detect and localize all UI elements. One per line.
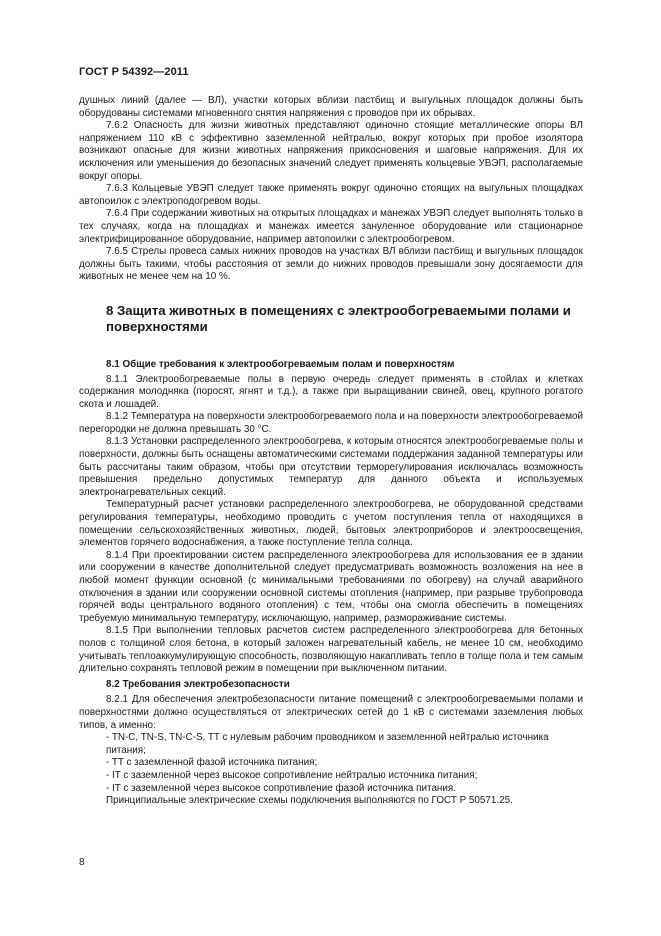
paragraph-8-2-1-end: Принципиальные электрические схемы подключения выполняются по ГОСТ Р 50571.25. bbox=[106, 795, 513, 807]
page-number: 8 bbox=[79, 857, 85, 868]
paragraph-7-6-2: 7.6.2 Опасность для жизни животных представляют одиночно стоящие металлические опоры ВЛ напряжением 110 кВ с эффективно заземленной нейтралью, вокруг которых при пробое изолятора возникают опасные для жизни животных напряжения прикосновения и шаговые напряжения. Для их исключения или уменьшения до безопасных значений следует применять кольцевые УВЭП, располагаемые вокруг опоры. bbox=[79, 120, 583, 182]
section-8-heading: 8 Защита животных в помещениях с электрообогреваемыми полами и поверхностями bbox=[106, 302, 571, 334]
list-item: - IT с заземленной через высокое сопротивление фазой источника питания. bbox=[106, 782, 456, 794]
paragraph: душных линий (далее — ВЛ), участки которых вблизи пастбищ и выгульных площадок должны быть оборудованы системами мгновенного снятия напряжения с проводов при их обрывах. bbox=[79, 95, 583, 119]
paragraph-8-1-5: 8.1.5 При выполнении тепловых расчетов систем распределенного электрообогрева для бетонных полов с толщиной слоя бетона, в который заложен нагревательный кабель, не менее 10 см, необходимо учитывать теплоаккумулирующую способность, позволяющую накапливать тепло в толще пола и тем самым длительно сохранять тепловой режим в помещении при выключенном питании. bbox=[79, 625, 583, 675]
list-item: - TT с заземленной фазой источника питания; bbox=[106, 757, 318, 769]
paragraph-7-6-5: 7.6.5 Стрелы провеса самых нижних проводов на участках ВЛ вблизи пастбищ и выгульных площадок должны быть такими, чтобы расстояния от земли до нижних проводов превышали зону досягаемости для животных не менее чем на 10 %. bbox=[79, 246, 583, 283]
list-item: - IT с заземленной через высокое сопротивление нейтралью источника питания; bbox=[106, 769, 478, 781]
paragraph-7-6-4: 7.6.4 При содержании животных на открытых площадках и манежах УВЭП следует выполнять только в тех случаях, когда на площадках и манежах имеется зануленное оборудование или стационарное электрифицированное оборудование, например автопоилки с электрообогревом. bbox=[79, 208, 583, 245]
standard-header: ГОСТ Р 54392—2011 bbox=[79, 66, 189, 78]
document-body bbox=[79, 95, 583, 808]
paragraph-8-1-2: 8.1.2 Температура на поверхности электрообогреваемого пола и на поверхности электрообогреваемой перегородки не должна превышать 30 °С. bbox=[79, 411, 583, 435]
subsection-8-2-heading: 8.2 Требования электробезопасности bbox=[106, 678, 290, 690]
paragraph-7-6-3: 7.6.3 Кольцевые УВЭП следует также применять вокруг одиночно стоящих на выгульных площадках автопоилок с электроподогревом воды. bbox=[79, 183, 583, 207]
list-item: - TN-C, TN-S, TN-C-S, TT с нулевым рабочим проводником и заземленной нейтралью источника питания; bbox=[106, 732, 549, 756]
paragraph-8-1-4: 8.1.4 При проектировании систем распределенного электрообогрева для использования ее в здании или сооружении в качестве дополнительной следует предусматривать возможность возложения на нее в любой момент функции основной (с минимальными требованиями по обогреву) на случай аварийного отключения в здании или сооружении основной системы отопления (например, при разрыве трубопровода горячей воды центрального водяного отопления) с тем, чтобы она смогла обеспечить в помещениях требуемую минимальную температуру, исключающую, например, размораживание системы. bbox=[79, 549, 583, 624]
paragraph-8-2-1: 8.2.1 Для обеспечения электробезопасности питание помещений с электрообогреваемыми полами и поверхностями должно осуществляться от электрических сетей до 1 кВ с системами заземления любых типов, а именно: bbox=[79, 694, 583, 731]
subsection-8-1-heading: 8.1 Общие требования к электрообогреваемым полам и поверхностям bbox=[106, 358, 455, 370]
paragraph-8-1-3: 8.1.3 Установки распределенного электрообогрева, к которым относятся электрообогреваемые полы и поверхности, должны быть оснащены автоматическими системами поддержания заданной температуры или быть рассчитаны таким образом, чтобы при отсутствии терморегулирования исключалась возможность превышения предельно допустимых температур для данного объекта и используемых электронагревательных секций. bbox=[79, 436, 583, 498]
paragraph-8-1-3-continued: Температурный расчет установки распределенного электрообогрева, не оборудованной средствами регулирования температуры, необходимо проводить с учетом поступления тепла от находящихся в помещении сельскохозяйственных животных, людей, бытовых электроприборов и электроосвещения, элементов горячего водоснабжения, а также поступление тепла солнца. bbox=[79, 499, 583, 549]
paragraph-8-1-1: 8.1.1 Электрообогреваемые полы в первую очередь следует применять в стойлах и клетках содержания молодняка (поросят, ягнят и т.д.), а также при выращивании свиней, овец, крупного рогатого скота и лошадей. bbox=[79, 373, 583, 410]
